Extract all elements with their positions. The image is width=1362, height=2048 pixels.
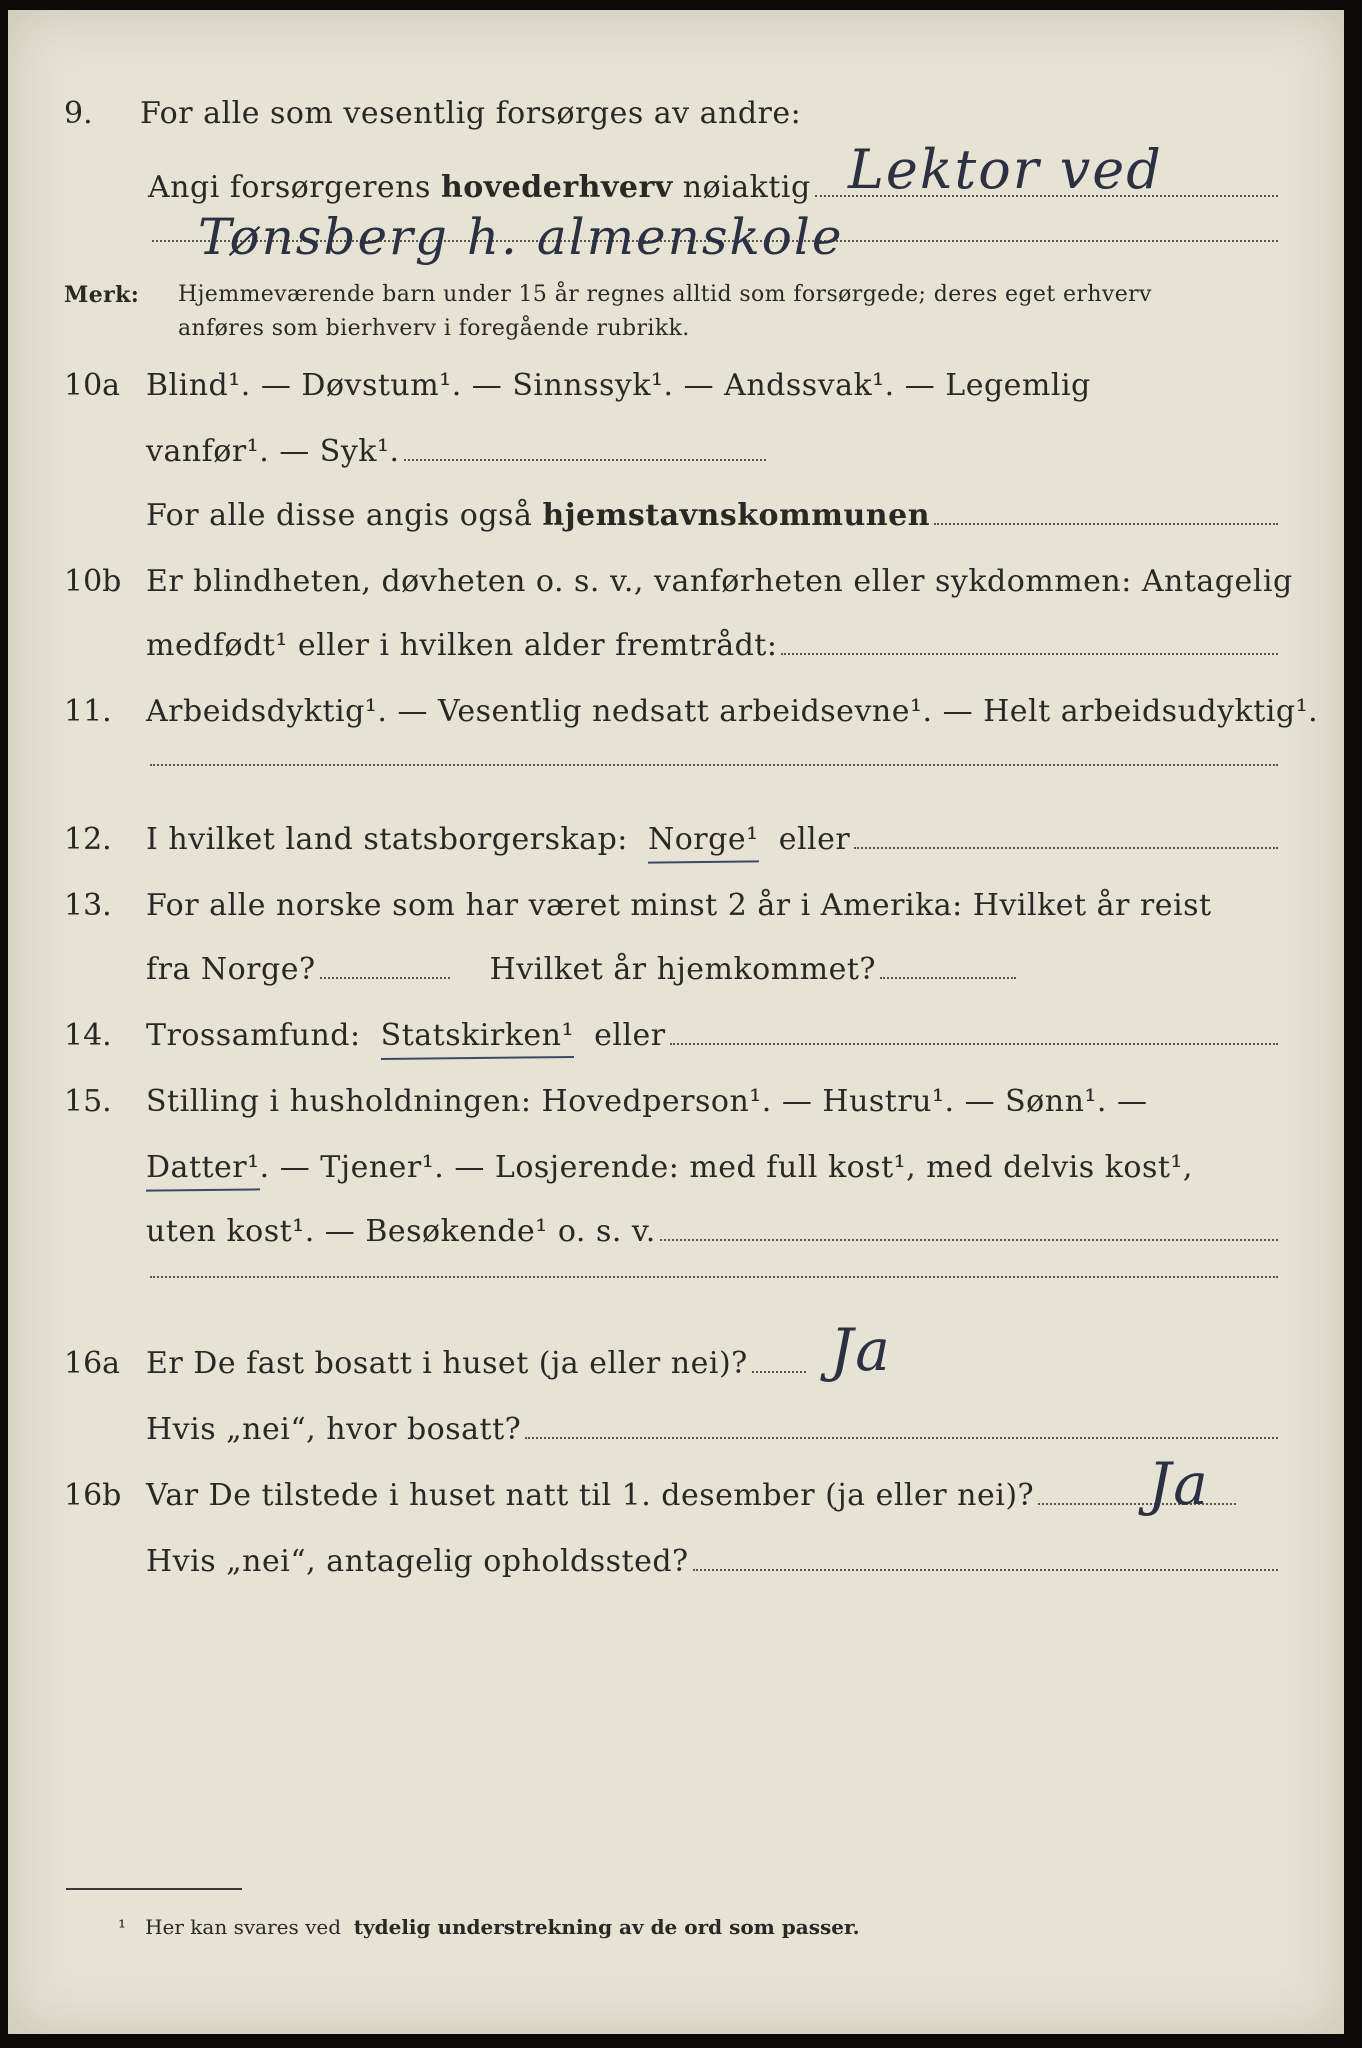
q16b-text2: Hvis „nei“, antagelig opholdssted? <box>146 1544 689 1579</box>
merk-line2: anføres som bierhverv i foregående rubrikk. <box>178 316 690 341</box>
q14-trossamfund-line <box>670 1043 1278 1045</box>
q12-number: 12. <box>64 822 112 857</box>
q10a-hjemstavn-line <box>934 523 1278 525</box>
footnote-rule <box>66 1888 242 1890</box>
q13-number: 13. <box>64 888 112 923</box>
q15-text3: uten kost¹. — Besøkende¹ o. s. v. <box>146 1214 656 1249</box>
merk-line1: Hjemmeværende barn under 15 år regnes alltid som forsørgede; deres eget erhverv <box>178 282 1152 307</box>
q10a-line2 <box>146 434 766 469</box>
q15-line3 <box>146 1214 1278 1249</box>
footnote <box>118 1915 860 1939</box>
q16b-handwritten-answer: Ja <box>1148 1450 1210 1518</box>
q10a-text3a: For alle disse angis også <box>146 498 533 533</box>
q10b-line2 <box>146 628 1278 663</box>
q16a-text1: Er De fast bosatt i huset (ja eller nei)? <box>146 1346 748 1381</box>
q15-line2 <box>146 1150 1193 1185</box>
footnote-text-b: tydelig understrekning av de ord som passer. <box>353 1915 860 1939</box>
q9-text2a: Angi forsørgerens <box>148 170 431 205</box>
q14-statskirken-underlined: Statskirken¹ <box>380 1018 575 1053</box>
q13-reist-line <box>320 977 450 979</box>
q9-handwritten-answer1: Lektor ved <box>848 138 1163 201</box>
q15-datter-underlined: Datter¹ <box>146 1150 260 1185</box>
q12-line1 <box>146 822 1278 857</box>
q13-text2b: Hvilket år hjemkommet? <box>489 952 877 987</box>
footnote-text-a: Her kan svares ved <box>145 1915 342 1939</box>
q9-text2b: hovederhverv <box>440 170 673 205</box>
q10b-alder-line <box>781 653 1278 655</box>
q16b-number: 16b <box>64 1478 122 1513</box>
q10a-syk-line <box>404 459 766 461</box>
q13-line1 <box>146 888 1212 923</box>
q10b-text2: medfødt¹ eller i hvilken alder fremtrådt: <box>146 628 778 663</box>
q11-line1 <box>146 694 1318 729</box>
merk-label: Merk: <box>64 282 140 308</box>
q16a-line2 <box>146 1412 1278 1447</box>
q11-blank-line <box>150 764 1278 766</box>
q16a-number: 16a <box>64 1346 121 1381</box>
q10a-text2: vanfør¹. — Syk¹. <box>146 434 400 469</box>
q15-blank-line <box>150 1276 1278 1278</box>
q10b-number: 10b <box>64 564 122 599</box>
q10a-line3 <box>146 498 1278 533</box>
q13-text2a: fra Norge? <box>146 952 316 987</box>
q14-text1c: eller <box>594 1018 666 1053</box>
q15-line4 <box>146 1276 1278 1286</box>
q13-line2 <box>146 952 1016 987</box>
q16a-answer-line <box>752 1371 806 1373</box>
q14-text1a: Trossamfund: <box>146 1018 361 1053</box>
q14-number: 14. <box>64 1018 112 1053</box>
q15-line1 <box>146 1084 1148 1119</box>
q16b-opholdssted-line <box>693 1569 1278 1571</box>
q14-line1 <box>146 1018 1278 1053</box>
q15-text1: Stilling i husholdningen: Hovedperson¹. — Hustru¹. — Sønn¹. — <box>146 1084 1148 1119</box>
q15-osv-line <box>660 1239 1278 1241</box>
q9-line1 <box>140 96 801 131</box>
q12-land-line <box>854 847 1278 849</box>
q13-hjemkommet-line <box>880 977 1016 979</box>
q10a-text3b: hjemstavnskommunen <box>542 498 931 533</box>
q15-number: 15. <box>64 1084 112 1119</box>
q16a-line1 <box>146 1346 806 1381</box>
q9-text1: For alle som vesentlig forsørges av andre: <box>140 96 802 131</box>
q10a-number: 10a <box>64 368 121 403</box>
q9-handwritten-answer2: Tønsberg h. almenskole <box>198 208 844 266</box>
q10a-line1 <box>146 368 1091 403</box>
footnote-mark: ¹ <box>118 1915 127 1939</box>
q16a-bosatt-line <box>525 1437 1278 1439</box>
q16a-handwritten-answer: Ja <box>830 1316 892 1384</box>
q16b-line2 <box>146 1544 1278 1579</box>
q9-text2c: nøiaktig <box>682 170 811 205</box>
census-form-page <box>8 10 1344 2034</box>
q15-text2b: . — Tjener¹. — Losjerende: med full kost¹, med delvis kost¹, <box>259 1150 1193 1185</box>
q13-text1: For alle norske som har været minst 2 år i Amerika: Hvilket år reist <box>146 888 1212 923</box>
q16b-text1: Var De tilstede i huset natt til 1. desember (ja eller nei)? <box>146 1478 1035 1513</box>
q16b-line1 <box>146 1478 1236 1513</box>
q11-line2 <box>146 764 1278 774</box>
q12-text1a: I hvilket land statsborgerskap: <box>146 822 628 857</box>
q16a-text2: Hvis „nei“, hvor bosatt? <box>146 1412 522 1447</box>
q9-number: 9. <box>64 96 93 131</box>
q11-text1: Arbeidsdyktig¹. — Vesentlig nedsatt arbeidsevne¹. — Helt arbeidsudyktig¹. <box>146 694 1319 729</box>
q10a-text1: Blind¹. — Døvstum¹. — Sinnssyk¹. — Andssvak¹. — Legemlig <box>146 368 1091 403</box>
q10b-text1: Er blindheten, døvheten o. s. v., vanførheten eller sykdommen: Antagelig <box>146 564 1293 599</box>
q11-number: 11. <box>64 694 112 729</box>
q12-text1c: eller <box>778 822 851 857</box>
q12-norge-underlined: Norge¹ <box>647 822 759 857</box>
q10b-line1 <box>146 564 1293 599</box>
